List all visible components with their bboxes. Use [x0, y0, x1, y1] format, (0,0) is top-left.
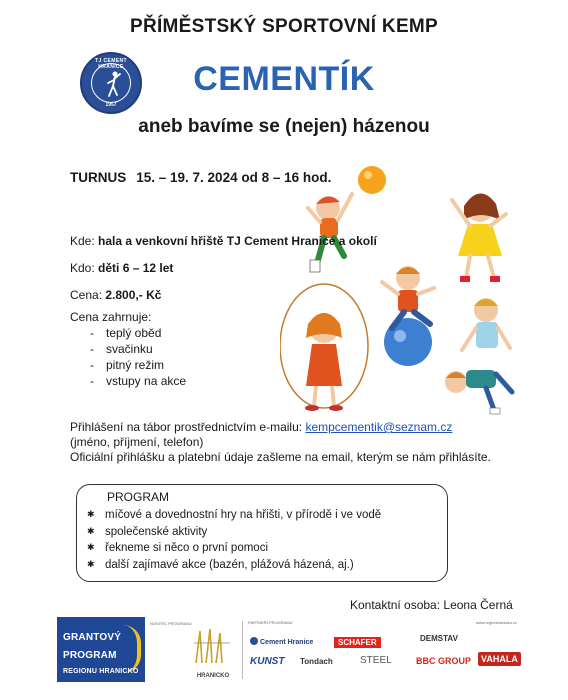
list-item: - svačinku [90, 342, 153, 356]
ball-icon [358, 166, 386, 194]
program-title: PROGRAM [107, 490, 170, 504]
asterisk-bullet-icon: ✱ [87, 542, 95, 552]
list-item: - vstupy na akce [90, 374, 187, 388]
cement-hranice-icon [250, 637, 258, 645]
sponsor-schafer: SCHAFER [334, 637, 381, 648]
price-label: Cena: [70, 288, 103, 302]
girl-cheering-icon [452, 193, 506, 282]
list-item: - pitný režim [90, 358, 165, 372]
kids-illustration [280, 160, 520, 420]
includes-list [90, 325, 186, 389]
grant-line-3: REGIONU HRANICKO [63, 668, 139, 675]
camp-title: CEMENTÍK [193, 60, 375, 98]
includes-label: Cena zahrnuje: [70, 310, 152, 324]
turnus-label: TURNUS [70, 170, 127, 185]
partners-label: PARTNEŘI PROGRAMU [248, 620, 293, 625]
grant-line-2: PROGRAM [63, 650, 117, 661]
logo-ring-text-bottom: 1957 [105, 102, 117, 108]
age-value: děti 6 – 12 let [98, 261, 174, 275]
partners-url: www.regionhranicko.cz [476, 620, 517, 625]
age-label: Kdo: [70, 261, 95, 275]
sponsor-kunst: KUNST [250, 656, 285, 667]
signup-info [70, 420, 491, 465]
list-item: ✱ míčové a dovednostní hry na hřišti, v přírodě i ve vodě [87, 506, 381, 523]
camp-heading: PŘÍMĚSTSKÝ SPORTOVNÍ KEMP [129, 16, 439, 37]
age-line [70, 261, 173, 275]
grant-program-logo [57, 617, 145, 682]
list-item: ✱ společenské aktivity [87, 523, 381, 540]
girl-jumping-rope-icon [280, 284, 368, 411]
sponsor-demstav: DEMSTAV [420, 634, 458, 643]
list-item: - teplý oběd [90, 326, 162, 340]
camp-subtitle: aneb bavíme se (nejen) házenou [138, 116, 430, 137]
price-value: 2.800,- Kč [105, 288, 162, 302]
grant-arc-icon [123, 625, 141, 673]
list-item: ✱ řekneme si něco o první pomoci [87, 539, 381, 556]
footer-divider [242, 621, 243, 679]
contact-person: Kontaktní osoba: Leona Černá [350, 598, 513, 612]
price-line [70, 288, 161, 302]
signup-email-link[interactable]: kempcementik@seznam.cz [305, 420, 453, 434]
sponsor-cement-hranice: Cement Hranice [250, 637, 313, 646]
sponsor-bbc-group: BBC GROUP [416, 656, 472, 666]
grant-holder-label: NOSITEL PROGRAMU [150, 621, 192, 626]
signup-line-3: Oficiální přihlášku a platební údaje zašleme na email, kterým se nám přihlásíte. [70, 450, 491, 464]
location-value: hala a venkovní hřiště TJ Cement Hranice a okolí [98, 234, 377, 248]
signup-line-2: (jméno, příjmení, telefon) [70, 435, 204, 449]
asterisk-bullet-icon: ✱ [87, 525, 95, 536]
program-box [76, 484, 448, 582]
sponsor-vahala: VAHALA [478, 652, 521, 666]
list-item: ✱ další zajímavé akce (bazén, plážová házená, aj.) [87, 556, 381, 573]
grant-line-1: GRANTOVÝ [63, 632, 122, 643]
sponsor-tondach: Tondach [300, 657, 333, 666]
location-label: Kde: [70, 234, 95, 248]
program-list [87, 506, 381, 572]
hranicko-logo: HRANICKO [190, 623, 236, 679]
location-line [70, 234, 377, 248]
sponsor-steel: STEEL [360, 655, 392, 666]
signup-line-1: Přihlášení na tábor prostřednictvím e-mailu: kempcementik@seznam.cz [70, 420, 453, 434]
hranicko-mark-icon [190, 623, 236, 667]
asterisk-bullet-icon: ✱ [87, 558, 95, 569]
logo-ring-text-top: TJ CEMENT HRANICE [95, 58, 127, 70]
boy-on-exercise-ball-icon [382, 266, 434, 366]
kids-playing-icon [445, 298, 512, 414]
asterisk-bullet-icon: ✱ [87, 509, 95, 519]
kid-jumping-icon [308, 194, 352, 272]
turnus-dates: 15. – 19. 7. 2024 od 8 – 16 hod. [136, 170, 332, 185]
